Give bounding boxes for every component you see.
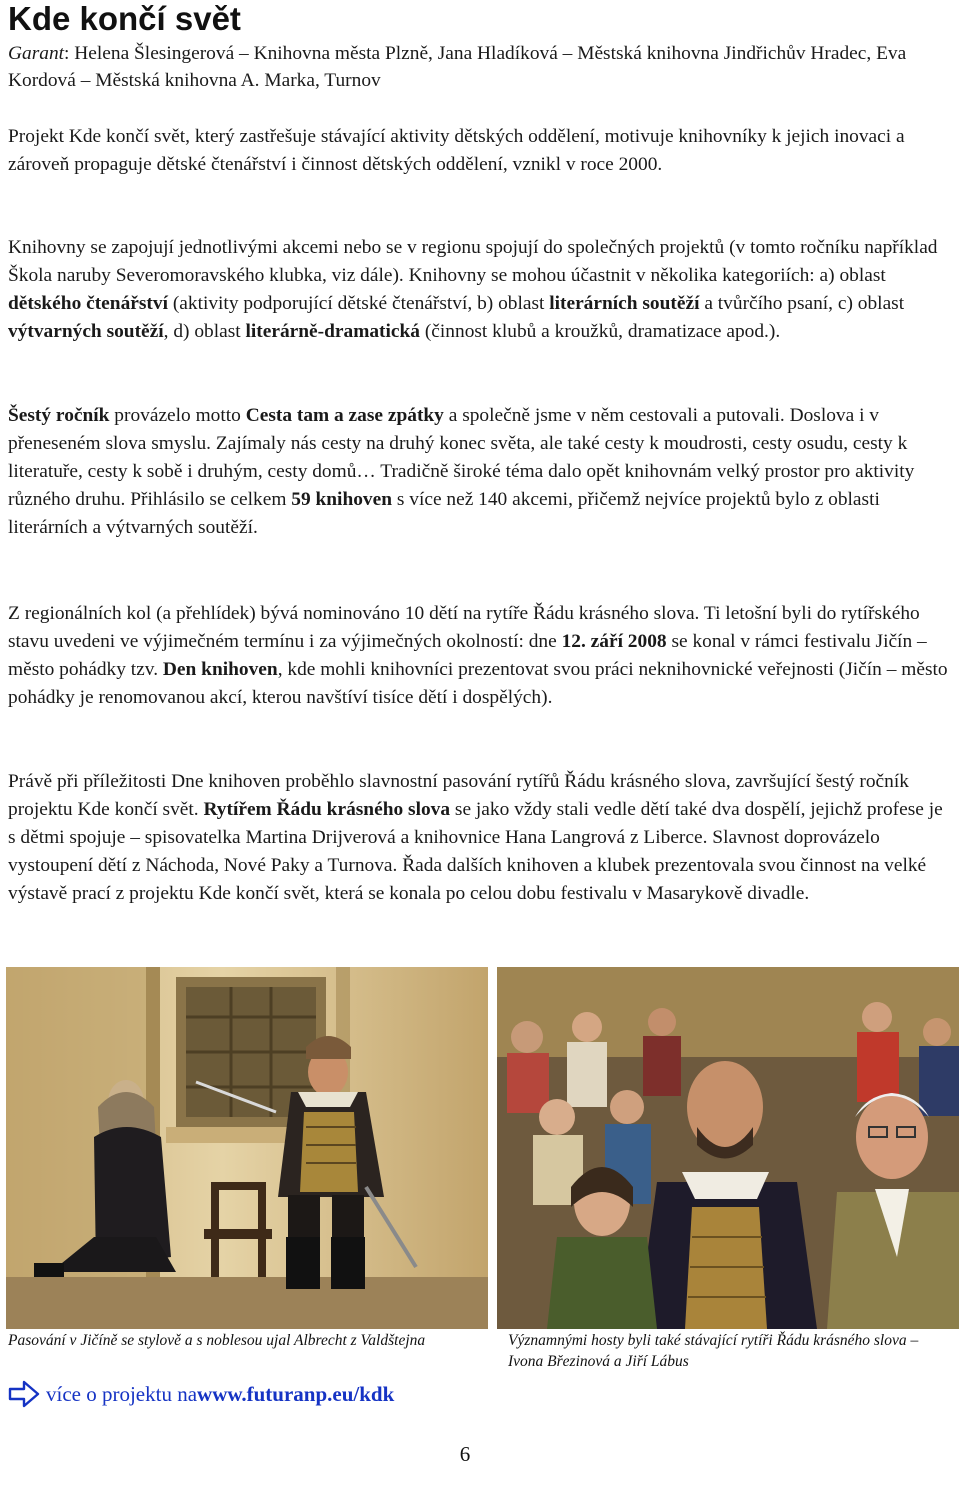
- page-number: 6: [459, 1442, 471, 1466]
- knights-paragraph: Z regionálních kol (a přehlídek) bývá nominováno 10 dětí na rytíře Řádu krásného slova. Ti letošní byli do rytířského stavu uvedeni ve výjimečném termínu i za výjimečných okolností: dne 12. září 2008 se konal v rámci festivalu Jičín – město pohádky tzv. Den knihoven, kde mohli knihovníci prezentovat svou práci neknihovnické veřejnosti (Jičín – město pohádky je renomovanou akcí, kterou navštíví tisíce dětí i dospělých).: [8, 603, 948, 708]
- right-caption: Významnými hosty byli také stávající rytíři Řádu krásného slova – Ivona Březinová a Jiří Lábus: [508, 1332, 919, 1370]
- category-art: výtvarných soutěží: [8, 321, 164, 342]
- project-link-url[interactable]: www.futuranp.eu/kdk: [197, 1381, 395, 1406]
- intro-paragraph: Projekt Kde končí svět, který zastřešuje stávající aktivity dětských oddělení, motivuje knihovníky k jejich inovaci a zároveň propaguje dětské čtenářství i činnost dětských oddělení, vznikl v roce 2000.: [8, 126, 905, 175]
- guests-photo: [497, 967, 959, 1329]
- left-caption: Pasování v Jičíně se stylově a s noblesou ujal Albrecht z Valdštejna: [8, 1332, 426, 1349]
- garant-label: Garant: [8, 43, 65, 64]
- ceremony-paragraph: Právě při příležitosti Dne knihoven proběhlo slavnostní pasování rytířů Řádu krásného slova, završující šestý ročník projektu Kde končí svět. Rytířem Řádu krásného slova se jako vždy stali vedle dětí také dva dospělí, jejichž profese je s dětmi spojuje – spisovatelka Martina Drijverová a knihovnice Hana Langrová z Liberce. Slavnost doprovázelo vystoupení dětí z Náchoda, Nové Paky a Turnova. Řada dalších knihoven a klubek prezentovala svou činnost na velké výstavě prací z projektu Kde končí svět, která se konala po celou dobu festivalu v Masarykově divadle.: [8, 771, 943, 904]
- page-title: Kde končí svět: [8, 0, 241, 37]
- sixth-year-paragraph: Šestý ročník provázelo motto Cesta tam a zase zpátky a společně jsme v něm cestovali a putovali. Doslova i v přeneseném slova smyslu. Zajímaly nás cesty na druhý konec světa, ale také cesty k moudrosti, cesty osudu, cesty k literatuře, cesty k sobě i druhým, cesty domů… Tradičně široké téma dalo opět knihovnám velký prostor pro aktivity různého druhu. Přihlásilo se celkem 59 knihoven s více než 140 akcemi, přičemž nejvíce projektů bylo z oblasti literárních a výtvarných soutěží.: [8, 405, 915, 538]
- library-count: 59 knihoven: [291, 489, 393, 510]
- garant-text: : Helena Šlesingerová – Knihovna města Plzně, Jana Hladíková – Městská knihovna Jindřichův Hradec, Eva Kordová – Městská knihovna A. Marka, Turnov: [8, 43, 907, 91]
- motto: Cesta tam a zase zpátky: [245, 405, 444, 426]
- categories-paragraph: Knihovny se zapojují jednotlivými akcemi nebo se v regionu spojují do společných projektů (v tomto ročníku například Škola naruby Severomoravského klubka, viz dále). Knihovny se mohou účastnit v několika kategoriích: a) oblast dětského čtenářství (aktivity podporující dětské čtenářství, b) oblast literárních soutěží a tvůrčího psaní, c) oblast výtvarných soutěží, d) oblast literárně-dramatická (činnost klubů a kroužků, dramatizace apod.).: [8, 237, 938, 342]
- sixth-year-term: Šestý ročník: [8, 405, 110, 426]
- garant-paragraph: [8, 40, 954, 94]
- event-date: 12. září 2008: [561, 631, 667, 652]
- ceremony-photo: [6, 967, 488, 1329]
- category-reading: dětského čtenářství: [8, 293, 168, 314]
- order-name: Rytířem Řádu krásného slova: [203, 799, 451, 820]
- arrow-right-icon: [8, 1380, 40, 1408]
- project-link-text: více o projektu na: [46, 1381, 198, 1406]
- library-day: Den knihoven: [162, 659, 278, 680]
- category-literary: literárních soutěží: [549, 293, 700, 314]
- project-link[interactable]: [8, 1378, 394, 1410]
- category-drama: literárně-dramatická: [245, 321, 420, 342]
